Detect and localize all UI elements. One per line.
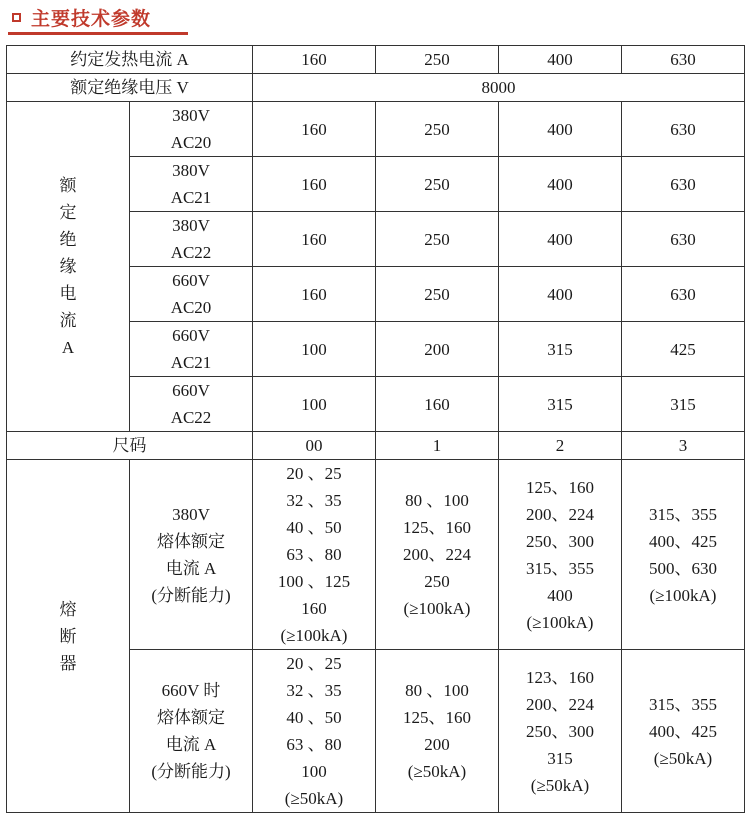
- square-bullet-icon: [12, 13, 21, 22]
- table-cell: 315: [499, 322, 622, 377]
- table-cell: 160: [376, 377, 499, 432]
- condition-cell: 380V AC21: [130, 157, 253, 212]
- table-row: [7, 460, 745, 650]
- condition-cell: 380V AC20: [130, 102, 253, 157]
- condition-cell: 660V AC22: [130, 377, 253, 432]
- table-cell: 250: [376, 157, 499, 212]
- table-cell: 1: [376, 432, 499, 460]
- table-cell: 400: [499, 102, 622, 157]
- condition-cell: 660V AC21: [130, 322, 253, 377]
- table-cell: 400: [499, 157, 622, 212]
- section-title: 主要技术参数: [31, 7, 152, 30]
- group-label-fuse: 熔 断 器: [7, 460, 130, 813]
- condition-cell: 660V 时 熔体额定 电流 A (分断能力): [130, 650, 253, 813]
- table-cell: 100: [253, 377, 376, 432]
- table-cell: 160: [253, 102, 376, 157]
- table-cell: 400: [499, 46, 622, 74]
- table-cell: 160: [253, 212, 376, 267]
- table-cell: 250: [376, 212, 499, 267]
- table-row-rated-heat-current: [7, 46, 745, 74]
- row-label: 额定绝缘电压 V: [7, 74, 253, 102]
- row-label: 尺码: [7, 432, 253, 460]
- table-cell: 630: [622, 212, 745, 267]
- table-cell: 315、355 400、425 500、630 (≥100kA): [622, 460, 745, 650]
- table-row-rated-insulation-voltage: [7, 74, 745, 102]
- table-row: [7, 102, 745, 157]
- table-cell: 200: [376, 322, 499, 377]
- condition-cell: 380V AC22: [130, 212, 253, 267]
- table-cell: 160: [253, 267, 376, 322]
- table-cell: 630: [622, 267, 745, 322]
- group-label-rated-current: 额 定 绝 缘 电 流 A: [7, 102, 130, 432]
- table-cell: 8000: [253, 74, 745, 102]
- table-cell: 123、160 200、224 250、300 315 (≥50kA): [499, 650, 622, 813]
- heading-underline: [8, 32, 188, 35]
- table-cell: 100: [253, 322, 376, 377]
- table-cell: 250: [376, 46, 499, 74]
- table-row-size: [7, 432, 745, 460]
- spec-table: [6, 45, 745, 813]
- condition-cell: 660V AC20: [130, 267, 253, 322]
- table-cell: 2: [499, 432, 622, 460]
- row-label: 约定发热电流 A: [7, 46, 253, 74]
- condition-cell: 380V 熔体额定 电流 A (分断能力): [130, 460, 253, 650]
- table-cell: 160: [253, 157, 376, 212]
- table-cell: 125、160 200、224 250、300 315、355 400 (≥100kA): [499, 460, 622, 650]
- table-cell: 80 、100 125、160 200、224 250 (≥100kA): [376, 460, 499, 650]
- table-cell: 425: [622, 322, 745, 377]
- table-cell: 20 、25 32 、35 40 、50 63 、80 100 、125 160 (≥100kA): [253, 460, 376, 650]
- table-cell: 315: [622, 377, 745, 432]
- table-cell: 160: [253, 46, 376, 74]
- table-cell: 3: [622, 432, 745, 460]
- table-cell: 250: [376, 102, 499, 157]
- table-cell: 315: [499, 377, 622, 432]
- table-cell: 315、355 400、425 (≥50kA): [622, 650, 745, 813]
- table-cell: 400: [499, 212, 622, 267]
- table-cell: 20 、25 32 、35 40 、50 63 、80 100 (≥50kA): [253, 650, 376, 813]
- table-cell: 630: [622, 102, 745, 157]
- table-cell: 630: [622, 157, 745, 212]
- table-cell: 00: [253, 432, 376, 460]
- section-heading: [8, 4, 151, 30]
- table-cell: 630: [622, 46, 745, 74]
- table-cell: 80 、100 125、160 200 (≥50kA): [376, 650, 499, 813]
- table-cell: 400: [499, 267, 622, 322]
- table-cell: 250: [376, 267, 499, 322]
